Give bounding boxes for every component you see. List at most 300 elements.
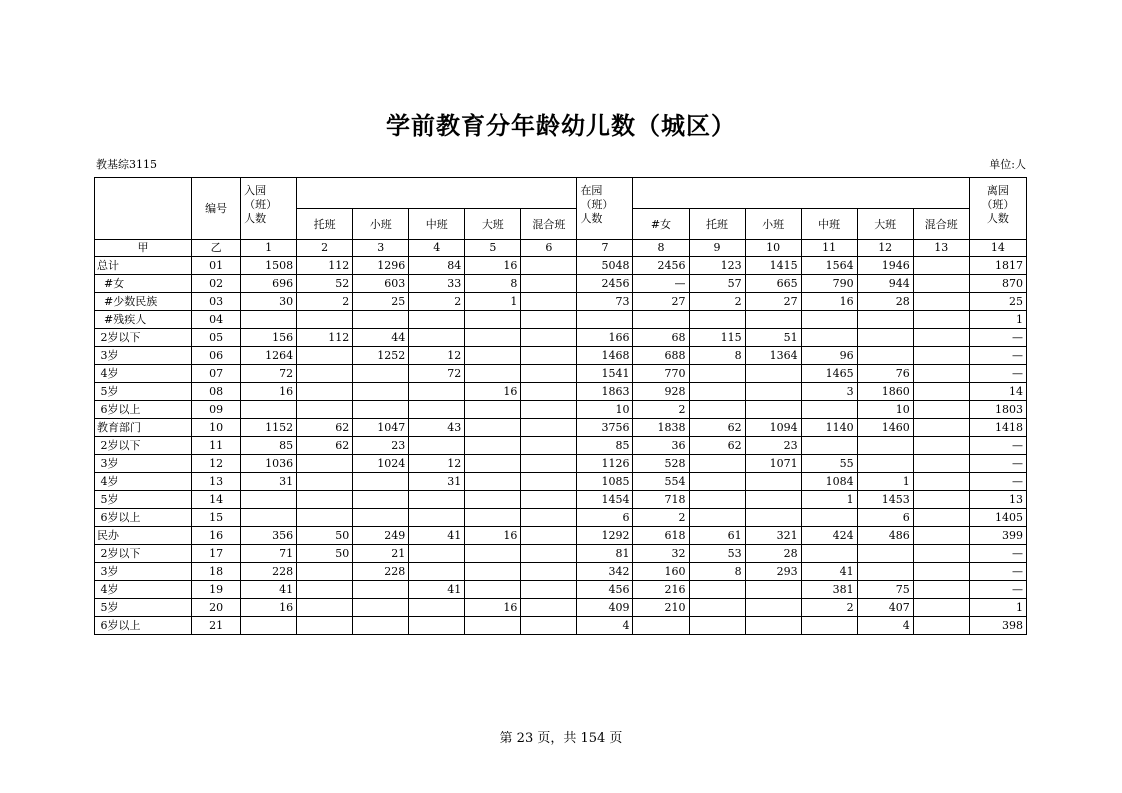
- header-enroll-sub: 大班: [465, 209, 521, 240]
- table-cell: 8: [689, 347, 745, 365]
- index-cell: 13: [913, 240, 969, 257]
- table-cell: [241, 509, 297, 527]
- table-cell: 1: [969, 599, 1026, 617]
- row-label: 教育部门: [95, 419, 192, 437]
- table-cell: [465, 311, 521, 329]
- table-cell: [801, 311, 857, 329]
- table-cell: 27: [745, 293, 801, 311]
- table-cell: [297, 347, 353, 365]
- row-label: 4岁: [95, 581, 192, 599]
- table-cell: [465, 365, 521, 383]
- table-cell: 1453: [857, 491, 913, 509]
- table-cell: [297, 365, 353, 383]
- table-cell: [521, 401, 577, 419]
- table-cell: 228: [241, 563, 297, 581]
- table-cell: 1541: [577, 365, 633, 383]
- table-cell: [521, 545, 577, 563]
- table-cell: [465, 563, 521, 581]
- table-cell: 554: [633, 473, 689, 491]
- row-code: 20: [192, 599, 241, 617]
- table-row: [95, 347, 1027, 365]
- table-cell: [913, 437, 969, 455]
- table-cell: [745, 509, 801, 527]
- table-cell: 84: [409, 257, 465, 275]
- table-cell: 28: [745, 545, 801, 563]
- table-cell: 409: [577, 599, 633, 617]
- table-cell: [689, 599, 745, 617]
- table-cell: [857, 311, 913, 329]
- table-cell: [465, 545, 521, 563]
- table-cell: [913, 383, 969, 401]
- table-cell: [521, 293, 577, 311]
- table-cell: [409, 311, 465, 329]
- table-cell: 381: [801, 581, 857, 599]
- row-code: 15: [192, 509, 241, 527]
- table-cell: [353, 599, 409, 617]
- header-enroll-sub: 中班: [409, 209, 465, 240]
- table-cell: 30: [241, 293, 297, 311]
- table-cell: 55: [801, 455, 857, 473]
- table-cell: 32: [633, 545, 689, 563]
- table-row: [95, 599, 1027, 617]
- table-cell: [465, 509, 521, 527]
- row-label: 2岁以下: [95, 545, 192, 563]
- row-label: 6岁以上: [95, 401, 192, 419]
- table-row: [95, 581, 1027, 599]
- table-cell: [409, 491, 465, 509]
- table-cell: 688: [633, 347, 689, 365]
- table-cell: 696: [241, 275, 297, 293]
- table-cell: 2: [633, 401, 689, 419]
- table-cell: 1803: [969, 401, 1026, 419]
- table-cell: 1: [969, 311, 1026, 329]
- table-cell: 4: [857, 617, 913, 635]
- table-cell: —: [969, 563, 1026, 581]
- table-cell: [913, 275, 969, 293]
- row-label: 3岁: [95, 347, 192, 365]
- index-cell: 7: [577, 240, 633, 257]
- table-cell: —: [969, 329, 1026, 347]
- table-cell: [353, 509, 409, 527]
- row-code: 14: [192, 491, 241, 509]
- table-cell: [857, 545, 913, 563]
- table-cell: 399: [969, 527, 1026, 545]
- table-row: [95, 455, 1027, 473]
- table-row: [95, 329, 1027, 347]
- table-cell: [521, 491, 577, 509]
- table-cell: [857, 563, 913, 581]
- table-cell: 5048: [577, 257, 633, 275]
- table-cell: [297, 401, 353, 419]
- table-cell: [689, 473, 745, 491]
- table-cell: [689, 311, 745, 329]
- table-cell: 1418: [969, 419, 1026, 437]
- table-cell: 31: [409, 473, 465, 491]
- table-cell: 50: [297, 527, 353, 545]
- table-cell: [521, 419, 577, 437]
- row-label: 4岁: [95, 473, 192, 491]
- index-cell: 4: [409, 240, 465, 257]
- table-cell: 28: [857, 293, 913, 311]
- table-cell: 3756: [577, 419, 633, 437]
- table-cell: 166: [577, 329, 633, 347]
- table-row: [95, 293, 1027, 311]
- table-row: [95, 365, 1027, 383]
- row-label: 2岁以下: [95, 329, 192, 347]
- table-cell: 790: [801, 275, 857, 293]
- table-cell: 1364: [745, 347, 801, 365]
- table-cell: 62: [297, 419, 353, 437]
- index-cell: 3: [353, 240, 409, 257]
- table-cell: [913, 545, 969, 563]
- table-cell: [801, 545, 857, 563]
- table-cell: [913, 527, 969, 545]
- table-cell: [521, 257, 577, 275]
- table-cell: 1415: [745, 257, 801, 275]
- row-code: 06: [192, 347, 241, 365]
- table-cell: 16: [241, 383, 297, 401]
- table-cell: 2456: [633, 257, 689, 275]
- table-cell: 1946: [857, 257, 913, 275]
- table-cell: [801, 617, 857, 635]
- table-cell: 1863: [577, 383, 633, 401]
- table-cell: [913, 509, 969, 527]
- header-label-blank: [95, 178, 192, 240]
- table-cell: [689, 491, 745, 509]
- table-cell: 23: [745, 437, 801, 455]
- table-cell: [297, 563, 353, 581]
- table-cell: 2: [633, 509, 689, 527]
- table-cell: [465, 347, 521, 365]
- table-cell: 25: [969, 293, 1026, 311]
- table-cell: [409, 599, 465, 617]
- table-cell: 944: [857, 275, 913, 293]
- table-cell: [409, 401, 465, 419]
- table-cell: [353, 617, 409, 635]
- table-cell: —: [969, 347, 1026, 365]
- table-cell: 41: [241, 581, 297, 599]
- table-cell: [521, 617, 577, 635]
- row-label: 4岁: [95, 365, 192, 383]
- header-inschool: 在园 （班） 人数: [577, 178, 633, 240]
- table-cell: [689, 617, 745, 635]
- table-cell: [297, 599, 353, 617]
- table-cell: 68: [633, 329, 689, 347]
- row-code: 04: [192, 311, 241, 329]
- table-cell: [241, 401, 297, 419]
- table-cell: 23: [353, 437, 409, 455]
- table-cell: 1817: [969, 257, 1026, 275]
- table-cell: 62: [297, 437, 353, 455]
- table-cell: 216: [633, 581, 689, 599]
- table-cell: 1024: [353, 455, 409, 473]
- table-cell: 1252: [353, 347, 409, 365]
- index-row: [95, 240, 1027, 257]
- table-cell: 81: [577, 545, 633, 563]
- table-cell: [689, 365, 745, 383]
- index-cell: 10: [745, 240, 801, 257]
- page-footer: 第 23 页，共 154 页: [499, 731, 623, 746]
- row-label: 5岁: [95, 383, 192, 401]
- table-cell: [521, 347, 577, 365]
- table-cell: 1508: [241, 257, 297, 275]
- table-cell: 2: [801, 599, 857, 617]
- row-label: 6岁以上: [95, 509, 192, 527]
- table-cell: [689, 509, 745, 527]
- table-cell: 356: [241, 527, 297, 545]
- table-cell: 41: [409, 527, 465, 545]
- table-cell: —: [969, 473, 1026, 491]
- table-cell: 72: [409, 365, 465, 383]
- table-cell: 407: [857, 599, 913, 617]
- header-code: 编号: [192, 178, 241, 240]
- table-cell: 6: [577, 509, 633, 527]
- header-enroll: 入园 （班） 人数: [241, 178, 297, 240]
- table-cell: [913, 617, 969, 635]
- table-cell: [409, 383, 465, 401]
- table-cell: 1564: [801, 257, 857, 275]
- index-cell: 9: [689, 240, 745, 257]
- table-cell: 112: [297, 329, 353, 347]
- table-cell: 62: [689, 437, 745, 455]
- table-cell: [745, 401, 801, 419]
- header-inschool-sub: 小班: [745, 209, 801, 240]
- table-cell: —: [969, 581, 1026, 599]
- table-row: [95, 527, 1027, 545]
- header-enroll-sub: 托班: [297, 209, 353, 240]
- table-cell: 2: [689, 293, 745, 311]
- table-cell: 57: [689, 275, 745, 293]
- table-cell: 43: [409, 419, 465, 437]
- table-cell: [297, 509, 353, 527]
- table-cell: [465, 437, 521, 455]
- table-cell: 1292: [577, 527, 633, 545]
- table-cell: —: [969, 437, 1026, 455]
- table-cell: 1140: [801, 419, 857, 437]
- table-cell: [745, 581, 801, 599]
- table-cell: 3: [801, 383, 857, 401]
- table-cell: 4: [577, 617, 633, 635]
- table-cell: [297, 383, 353, 401]
- table-cell: 13: [969, 491, 1026, 509]
- table-cell: [857, 455, 913, 473]
- table-cell: [297, 617, 353, 635]
- table-cell: 1152: [241, 419, 297, 437]
- row-label: 2岁以下: [95, 437, 192, 455]
- row-label: 5岁: [95, 599, 192, 617]
- header-inschool-sub: 混合班: [913, 209, 969, 240]
- header-leave: 离园 （班） 人数: [969, 178, 1026, 240]
- table-cell: [745, 617, 801, 635]
- table-row: [95, 473, 1027, 491]
- table-cell: [801, 437, 857, 455]
- table-cell: 618: [633, 527, 689, 545]
- index-cell: 1: [241, 240, 297, 257]
- table-cell: 12: [409, 455, 465, 473]
- table-cell: 1036: [241, 455, 297, 473]
- table-cell: 1047: [353, 419, 409, 437]
- table-cell: [689, 401, 745, 419]
- table-cell: 85: [241, 437, 297, 455]
- table-cell: 210: [633, 599, 689, 617]
- table-cell: [353, 383, 409, 401]
- table-cell: 1: [857, 473, 913, 491]
- table-row: [95, 419, 1027, 437]
- row-code: 13: [192, 473, 241, 491]
- table-cell: 870: [969, 275, 1026, 293]
- row-label: 民办: [95, 527, 192, 545]
- table-cell: [745, 383, 801, 401]
- row-code: 03: [192, 293, 241, 311]
- table-cell: [409, 437, 465, 455]
- table-cell: [913, 599, 969, 617]
- table-cell: [913, 455, 969, 473]
- table-cell: 16: [465, 383, 521, 401]
- form-code: 教基综3115: [96, 158, 157, 171]
- table-cell: 27: [633, 293, 689, 311]
- index-cell: 甲: [95, 240, 192, 257]
- header-row-1: [95, 178, 1027, 209]
- table-row: [95, 563, 1027, 581]
- header-enroll-sub: 混合班: [521, 209, 577, 240]
- table-cell: 528: [633, 455, 689, 473]
- table-cell: [241, 617, 297, 635]
- table-cell: 249: [353, 527, 409, 545]
- table-cell: 1: [465, 293, 521, 311]
- table-cell: [745, 365, 801, 383]
- table-cell: [353, 365, 409, 383]
- table-cell: 41: [409, 581, 465, 599]
- header-inschool-sub: #女: [633, 209, 689, 240]
- row-code: 18: [192, 563, 241, 581]
- table-cell: [465, 617, 521, 635]
- table-cell: [409, 509, 465, 527]
- table-row: [95, 617, 1027, 635]
- table-cell: 665: [745, 275, 801, 293]
- table-cell: 123: [689, 257, 745, 275]
- table-cell: [465, 473, 521, 491]
- index-cell: 12: [857, 240, 913, 257]
- table-cell: [297, 455, 353, 473]
- table-cell: [465, 491, 521, 509]
- table-cell: [521, 527, 577, 545]
- table-cell: 1: [801, 491, 857, 509]
- table-cell: [465, 329, 521, 347]
- table-cell: 31: [241, 473, 297, 491]
- table-cell: —: [969, 365, 1026, 383]
- table-cell: [465, 455, 521, 473]
- row-code: 02: [192, 275, 241, 293]
- index-cell: 乙: [192, 240, 241, 257]
- table-cell: [465, 401, 521, 419]
- table-row: [95, 437, 1027, 455]
- table-cell: 53: [689, 545, 745, 563]
- table-cell: [353, 473, 409, 491]
- table-cell: 486: [857, 527, 913, 545]
- table-cell: 16: [241, 599, 297, 617]
- table-row: [95, 491, 1027, 509]
- table-cell: [745, 599, 801, 617]
- table-cell: [745, 311, 801, 329]
- table-row: [95, 401, 1027, 419]
- table-cell: [353, 401, 409, 419]
- table-cell: 160: [633, 563, 689, 581]
- table-cell: 51: [745, 329, 801, 347]
- table-cell: 6: [857, 509, 913, 527]
- table-cell: [801, 329, 857, 347]
- table-cell: 96: [801, 347, 857, 365]
- row-code: 19: [192, 581, 241, 599]
- table-cell: [521, 383, 577, 401]
- table-cell: 33: [409, 275, 465, 293]
- table-row: [95, 311, 1027, 329]
- table-cell: 112: [297, 257, 353, 275]
- table-cell: [913, 329, 969, 347]
- table-cell: [465, 419, 521, 437]
- row-code: 10: [192, 419, 241, 437]
- table-cell: 1465: [801, 365, 857, 383]
- table-cell: 2: [409, 293, 465, 311]
- table-cell: [913, 401, 969, 419]
- table-cell: [353, 491, 409, 509]
- table-cell: 603: [353, 275, 409, 293]
- table-cell: [521, 365, 577, 383]
- table-cell: 1071: [745, 455, 801, 473]
- row-label: #少数民族: [95, 293, 192, 311]
- table-cell: 228: [353, 563, 409, 581]
- table-cell: 44: [353, 329, 409, 347]
- data-table: [94, 177, 1027, 635]
- table-cell: 1085: [577, 473, 633, 491]
- table-cell: 1296: [353, 257, 409, 275]
- table-cell: [521, 473, 577, 491]
- table-cell: [745, 491, 801, 509]
- index-cell: 8: [633, 240, 689, 257]
- table-cell: 50: [297, 545, 353, 563]
- table-cell: 321: [745, 527, 801, 545]
- table-cell: [857, 437, 913, 455]
- table-cell: 928: [633, 383, 689, 401]
- table-cell: [913, 293, 969, 311]
- table-cell: 1860: [857, 383, 913, 401]
- table-cell: [745, 473, 801, 491]
- table-cell: 14: [969, 383, 1026, 401]
- table-cell: [857, 329, 913, 347]
- table-cell: 293: [745, 563, 801, 581]
- table-cell: 2: [297, 293, 353, 311]
- row-label: 总计: [95, 257, 192, 275]
- row-label: #女: [95, 275, 192, 293]
- table-cell: [409, 545, 465, 563]
- header-inschool-sub: 中班: [801, 209, 857, 240]
- table-cell: 36: [633, 437, 689, 455]
- row-code: 17: [192, 545, 241, 563]
- unit-label: 单位:人: [989, 158, 1026, 171]
- table-cell: 424: [801, 527, 857, 545]
- table-cell: [857, 347, 913, 365]
- table-cell: 75: [857, 581, 913, 599]
- table-cell: 1084: [801, 473, 857, 491]
- row-code: 05: [192, 329, 241, 347]
- table-cell: [913, 347, 969, 365]
- table-cell: [521, 437, 577, 455]
- table-cell: [297, 473, 353, 491]
- header-inschool-sub: 大班: [857, 209, 913, 240]
- table-cell: [409, 617, 465, 635]
- table-cell: [633, 617, 689, 635]
- row-code: 21: [192, 617, 241, 635]
- row-label: 6岁以上: [95, 617, 192, 635]
